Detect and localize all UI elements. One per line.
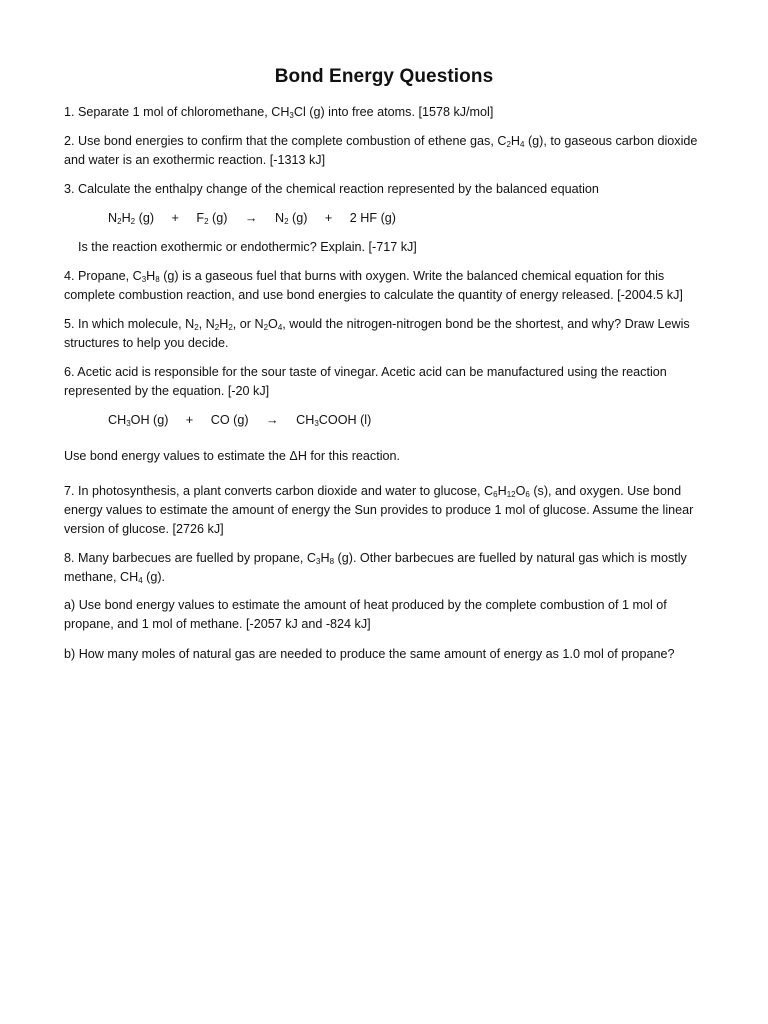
eq-part: OH (g) + CO (g) → CH — [130, 413, 315, 427]
question-1 — [64, 103, 708, 122]
q5-text: 5. In which molecule, N — [64, 317, 195, 331]
q5-line-2: structures to help you decide. — [64, 336, 229, 350]
subscript: 3 — [314, 419, 319, 428]
q6-line-2: represented by the equation. [-20 kJ] — [64, 384, 270, 398]
q5-text: H — [219, 317, 229, 331]
question-4 — [64, 267, 708, 305]
subscript: 2 — [214, 323, 220, 332]
q8-line-2: (g). — [142, 570, 166, 584]
q6-equation — [108, 411, 371, 430]
q3-equation — [108, 209, 396, 228]
subscript: 2 — [506, 140, 511, 149]
eq-part: N — [108, 211, 118, 225]
q7-text: (s), and oxygen. Use bond — [529, 484, 682, 498]
subscript: 3 — [289, 111, 294, 120]
question-5 — [64, 315, 708, 353]
subscript: 12 — [506, 490, 516, 499]
q8-text: H — [320, 551, 330, 565]
q4-text-b: H — [146, 269, 156, 283]
question-2 — [64, 132, 708, 170]
subscript: 6 — [493, 490, 498, 499]
q6-follow-up: Use bond energy values to estimate the ΔH for this reaction. — [64, 449, 401, 463]
q8-text: 8. Many barbecues are fuelled by propane, C — [64, 551, 317, 565]
subscript: 3 — [141, 275, 147, 284]
q1-text-a: 1. Separate 1 mol of chloromethane, CH — [64, 105, 290, 119]
subscript: 8 — [329, 557, 335, 566]
eq-part: H — [121, 211, 131, 225]
subscript: 2 — [130, 217, 136, 226]
subscript: 3 — [316, 557, 321, 566]
question-6 — [64, 363, 708, 401]
page-title: Bond Energy Questions — [274, 66, 494, 87]
subscript: 4 — [520, 140, 525, 149]
q3-follow-up: Is the reaction exothermic or endothermic? Explain. [-717 kJ] — [78, 240, 417, 254]
q5-text: , or N — [232, 317, 264, 331]
question-8 — [64, 549, 708, 587]
q7-text: H — [497, 484, 507, 498]
subscript: 8 — [155, 275, 160, 284]
subscript: 3 — [126, 419, 131, 428]
eq-part: (g) + F — [135, 211, 205, 225]
question-7 — [64, 482, 708, 539]
q5-text: , would the nitrogen-nitrogen bond be the shortest, and why? Draw Lewis — [282, 317, 690, 331]
q2-text-a: 2. Use bond energies to confirm that the complete combustion of ethene gas, C — [64, 134, 507, 148]
q8a-line-1: a) Use bond energy values to estimate the amount of heat produced by the complete combustion of 1 mol of — [64, 598, 667, 612]
eq-part: COOH (l) — [318, 413, 372, 427]
subscript: 2 — [117, 217, 122, 226]
subscript: 2 — [204, 217, 209, 226]
q5-text: O — [268, 317, 278, 331]
q7-text: O — [515, 484, 526, 498]
q3-text: 3. Calculate the enthalpy change of the chemical reaction represented by the balanced equation — [64, 182, 599, 196]
q7-line-2: energy values to estimate the amount of energy the Sun provides to produce 1 mol of glucose. Assume the linear — [64, 503, 694, 517]
q4-line-2: complete combustion reaction, and use bond energies to calculate the quantity of energy released. [-2004.5 kJ] — [64, 288, 683, 302]
q8-text: (g). Other barbecues are fuelled by natural gas which is mostly — [334, 551, 687, 565]
q4-text-c: (g) is a gaseous fuel that burns with oxygen. Write the balanced chemical equation for this — [159, 269, 665, 283]
subscript: 6 — [525, 490, 530, 499]
eq-part: CH — [108, 413, 127, 427]
subscript: 2 — [284, 217, 289, 226]
q4-text-a: 4. Propane, C — [64, 269, 142, 283]
q7-line-3: version of glucose. [2726 kJ] — [64, 522, 224, 536]
subscript: 4 — [277, 323, 283, 332]
q8-line-2: methane, CH — [64, 570, 139, 584]
question-8b: b) How many moles of natural gas are needed to produce the same amount of energy as 1.0 mol of propane? — [64, 647, 675, 661]
subscript: 2 — [228, 323, 233, 332]
q1-text-b: Cl (g) into free atoms. [1578 kJ/mol] — [293, 105, 494, 119]
eq-part: (g) → N — [208, 211, 285, 225]
q8a-line-2: propane, and 1 mol of methane. [-2057 kJ and -824 kJ] — [64, 617, 371, 631]
subscript: 2 — [263, 323, 269, 332]
q5-text: , N — [198, 317, 215, 331]
q2-text-b: H — [510, 134, 520, 148]
q2-text-c: (g), to gaseous carbon dioxide — [524, 134, 698, 148]
q2-line-2: and water is an exothermic reaction. [-1313 kJ] — [64, 153, 326, 167]
subscript: 4 — [138, 576, 143, 585]
question-3 — [64, 180, 708, 199]
q6-line-1: 6. Acetic acid is responsible for the sour taste of vinegar. Acetic acid can be manufactured using the reaction — [64, 365, 667, 379]
question-8a — [64, 596, 708, 634]
eq-part: (g) + 2 HF (g) — [288, 211, 396, 225]
subscript: 2 — [194, 323, 199, 332]
q7-text: 7. In photosynthesis, a plant converts carbon dioxide and water to glucose, C — [64, 484, 494, 498]
